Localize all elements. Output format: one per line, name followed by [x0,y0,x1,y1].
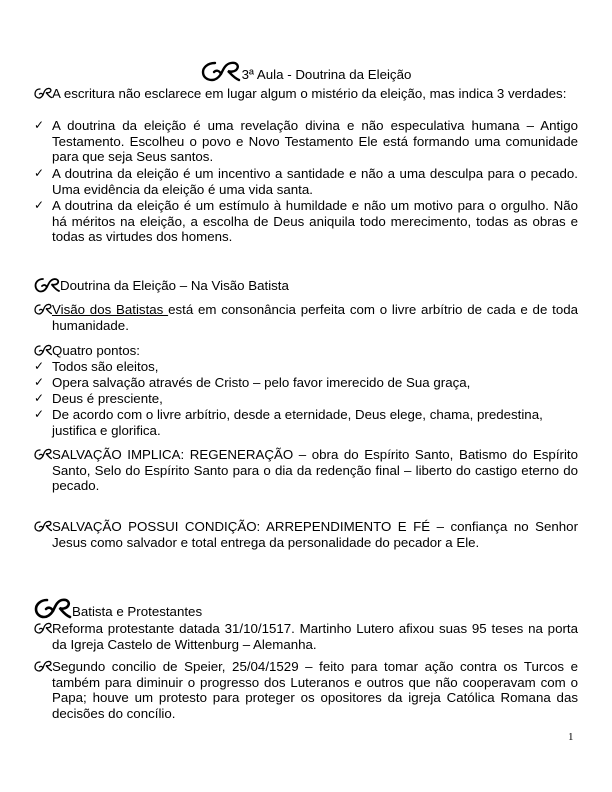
paragraph-salvacao-implica [34,447,578,494]
quatro-label: Quatro pontos: [52,343,140,358]
check-item [34,118,578,165]
check-text: Opera salvação através de Cristo – pelo favor imerecido de Sua graça, [52,375,471,390]
check-item [34,407,578,438]
cr-ornament-icon [34,448,52,460]
cr-ornament-icon [34,344,52,356]
check-mark-icon: ✓ [34,375,45,389]
paragraph-intro [34,86,578,102]
paragraph-salvacao-condicao [34,519,578,550]
reforma-text: Reforma protestante datada 31/10/1517. Martinho Lutero afixou suas 95 teses na porta da Igreja Castelo de Wittenburg – Alemanha. [52,621,578,652]
check-mark-icon: ✓ [34,391,45,405]
page-number: 1 [568,731,574,743]
check-item [34,391,578,407]
check-item [34,375,578,391]
check-text: Todos são eleitos, [52,359,159,374]
check-text: De acordo com o livre arbítrio, desde a eternidade, Deus elege, chama, predestina, justifica e glorifica. [52,407,543,438]
heading-text: Doutrina da Eleição – Na Visão Batista [60,278,289,293]
paragraph-quatro [34,343,578,359]
check-text: A doutrina da eleição é uma revelação divina e não especulativa humana – Antigo Testamento. Escolheu o povo e Novo Testamento Ele está formando uma comunidade para que seja Seus santos. [52,118,578,165]
check-mark-icon: ✓ [34,198,45,212]
check-mark-icon: ✓ [34,407,45,421]
salvacao-implica-text: SALVAÇÃO IMPLICA: REGENERAÇÃO – obra do Espírito Santo, Batismo do Espírito Santo, Selo do Espírito Santo para o dia da redenção final – liberto do castigo eterno do pecado. [52,447,578,494]
visao-link-text: Visão dos Batistas [52,302,169,317]
visao-text: está em consonância perfeita com o livre arbítrio de cada e de toda humanidade. [52,302,579,333]
paragraph-reforma [34,621,578,652]
check-mark-icon: ✓ [34,359,45,373]
cr-ornament-icon [34,597,72,619]
cr-ornament-icon [34,622,52,634]
check-text: A doutrina da eleição é um estímulo à humildade e não um motivo para o orgulho. Não há méritos na eleição, a escolha de Deus aniquila todo merecimento, todas as obras e todas as virtudes dos homens. [52,198,578,245]
paragraph-speier [34,659,578,722]
section-heading [34,274,289,293]
intro-text: A escritura não esclarece em lugar algum o mistério da eleição, mas indica 3 verdades: [52,86,567,101]
check-item [34,359,578,375]
check-mark-icon: ✓ [34,166,45,180]
check-text: A doutrina da eleição é um incentivo a santidade e não a uma desculpa para o pecado. Uma evidência da eleição é uma vida santa. [52,166,578,197]
cr-ornament-icon [34,520,52,532]
check-item [34,166,578,197]
cr-ornament-icon [34,660,52,672]
heading-text: Batista e Protestantes [72,604,203,619]
speier-text: Segundo concilio de Speier, 25/04/1529 – feito para tomar ação contra os Turcos e também para diminuir o progresso dos Luteranos e outros que não cooperavam com o Papa; houve um protesto para proteger os opositores da igreja Católica Romana das decisões do concílio. [52,659,578,722]
page-title [0,57,612,82]
check-mark-icon: ✓ [34,118,45,132]
cr-ornament-icon [34,87,52,99]
paragraph-visao [34,302,578,333]
salvacao-condicao-text: SALVAÇÃO POSSUI CONDIÇÃO: ARREPENDIMENTO E FÉ – confiança no Senhor Jesus como salvador e total entrega da personalidade do pecador a Ele. [52,519,578,550]
check-item [34,198,578,245]
cr-ornament-icon [34,277,60,293]
section-heading [34,594,202,619]
cr-ornament-icon [201,60,241,82]
check-text: Deus é presciente, [52,391,163,406]
cr-ornament-icon [34,303,52,315]
title-text: 3ª Aula - Doutrina da Eleição [241,67,412,82]
